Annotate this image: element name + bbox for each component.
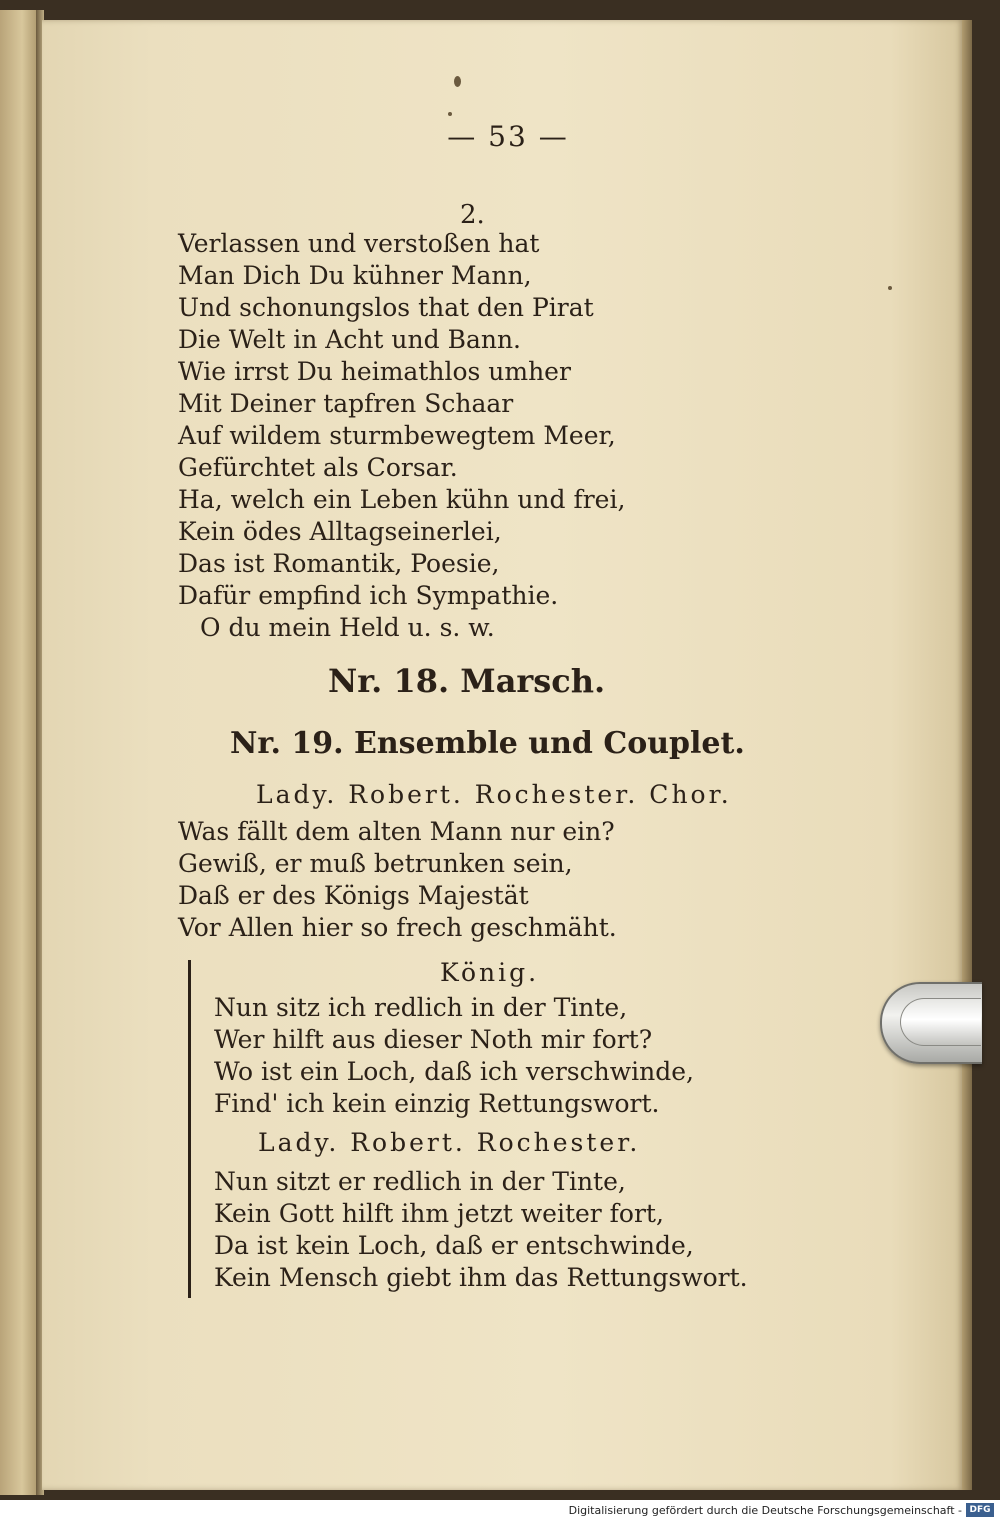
stanza-line: Und schonungslos that den Pirat: [178, 293, 594, 322]
chorus-line: Gewiß, er muß betrunken sein,: [178, 849, 573, 878]
stanza-line: Die Welt in Acht und Bann.: [178, 325, 521, 354]
king-speaker: König.: [440, 958, 540, 987]
dfg-logo-icon: DFG: [966, 1503, 994, 1517]
chorus-line: Daß er des Königs Majestät: [178, 881, 529, 910]
stanza-line: Auf wildem sturmbewegtem Meer,: [178, 421, 616, 450]
page-clip-icon: [880, 982, 982, 1064]
footer-bar: [0, 1500, 1000, 1521]
stanza-number: 2.: [460, 200, 485, 230]
nr19-title: Nr. 19. Ensemble und Couplet.: [230, 726, 745, 761]
nr18-title: Nr. 18. Marsch.: [328, 662, 606, 700]
chorus-speakers: Lady. Robert. Rochester. Chor.: [256, 780, 732, 809]
ink-spot: [454, 76, 461, 87]
ink-spot: [888, 286, 892, 290]
stanza-line: Mit Deiner tapfren Schaar: [178, 389, 514, 418]
ink-spot: [448, 112, 452, 116]
stanza-line: O du mein Held u. s. w.: [200, 613, 495, 642]
book-page: [42, 20, 964, 1490]
stanza-line: Verlassen und verstoßen hat: [178, 229, 540, 258]
trio-line: Da ist kein Loch, daß er entschwinde,: [214, 1231, 694, 1260]
chorus-line: Was fällt dem alten Mann nur ein?: [178, 817, 615, 846]
trio-line: Kein Mensch giebt ihm das Rettungswort.: [214, 1263, 748, 1292]
king-line: Nun sitz ich redlich in der Tinte,: [214, 993, 628, 1022]
stanza-line: Dafür empfind ich Sympathie.: [178, 581, 559, 610]
stanza-line: Das ist Romantik, Poesie,: [178, 549, 500, 578]
king-brace: [188, 960, 191, 1146]
page-number-header: — 53 —: [447, 120, 569, 153]
trio-brace: [188, 1128, 191, 1298]
stanza-line: Ha, welch ein Leben kühn und frei,: [178, 485, 626, 514]
king-line: Wer hilft aus dieser Noth mir fort?: [214, 1025, 653, 1054]
king-line: Find' ich kein einzig Rettungswort.: [214, 1089, 660, 1118]
stanza-line: Wie irrst Du heimathlos umher: [178, 357, 571, 386]
stanza-line: Man Dich Du kühner Mann,: [178, 261, 532, 290]
trio-speakers: Lady. Robert. Rochester.: [258, 1128, 641, 1157]
dfg-credit: Digitalisierung gefördert durch die Deutsche Forschungsgemeinschaft -: [568, 1504, 962, 1517]
king-line: Wo ist ein Loch, daß ich verschwinde,: [214, 1057, 694, 1086]
trio-line: Kein Gott hilft ihm jetzt weiter fort,: [214, 1199, 664, 1228]
trio-line: Nun sitzt er redlich in der Tinte,: [214, 1167, 626, 1196]
page-clip-inner: [900, 998, 981, 1046]
previous-page-edge: [0, 10, 40, 1495]
stanza-line: Kein ödes Alltagseinerlei,: [178, 517, 502, 546]
chorus-line: Vor Allen hier so frech geschmäht.: [178, 913, 617, 942]
stanza-line: Gefürchtet als Corsar.: [178, 453, 458, 482]
page-right-edge: [962, 20, 972, 1490]
